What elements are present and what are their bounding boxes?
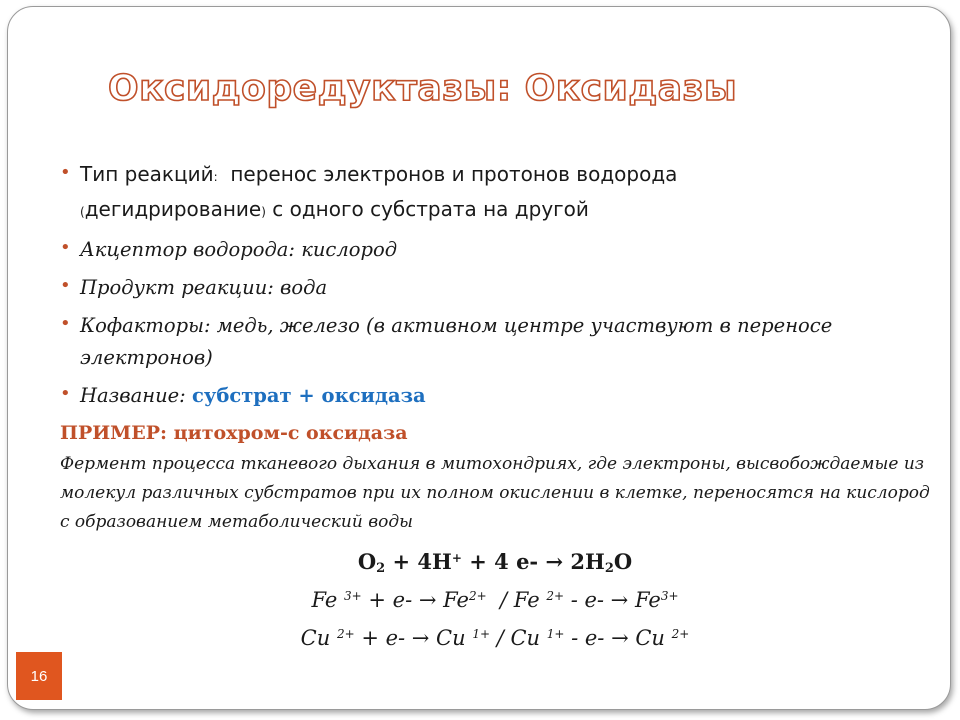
eq2-part: + e- → Fe [361,588,469,612]
eq2-part: - e- → Fe [564,588,661,612]
eq1-part: + 4H [385,549,452,574]
eq3-sup: 2+ [671,627,690,641]
eq3-sup: 1+ [546,627,565,641]
eq1-sub: 2 [376,561,386,576]
example-description: Фермент процесса тканевого дыхания в митохондриях, где электроны, высвобождаемые из молекул различных субстратов при их полном окислении в клетке, переносятся на кислород с образованием метаболический воды [60,454,930,532]
bullet-name [60,380,930,412]
equation-iron [60,581,930,619]
eq1-sub: 2 [604,561,614,576]
reaction-type-tail: с одного субстрата на другой [272,197,589,221]
eq2-sup: 3+ [344,589,362,603]
eq1-part: O [357,549,377,574]
eq3-part: Cu [300,626,337,650]
eq1-part: + 4 e- → 2H [461,549,605,574]
example-heading: ПРИМЕР: цитохром-с оксидаза [60,422,408,444]
name-value: субстрат + оксидаза [191,384,426,407]
reaction-type-text: перенос электронов и протонов водорода [230,162,678,186]
eq2-sup: 2+ [468,589,487,603]
slide-title: Оксидоредуктазы: Оксидазы [108,68,738,109]
name-label: Название: [80,384,186,407]
eq3-part: + e- → Cu [354,626,473,650]
bullet-hydrogen-acceptor: • Акцептор водорода: кислород [60,234,930,266]
paren-close: ) [261,205,266,219]
paren-open: ( [80,205,85,219]
eq2-sup: 3+ [660,589,679,603]
eq3-sup: 1+ [472,627,491,641]
eq3-sup: 2+ [336,627,355,641]
equation-oxygen [60,543,930,581]
reaction-type-colon: : [213,170,218,184]
eq3-part: / Cu [490,626,547,650]
bullet-reaction-product: • Продукт реакции: вода [60,272,930,304]
reaction-type-label: Тип реакций [80,162,214,186]
bullet-cofactors: • Кофакторы: медь, железо (в активном центре участвуют в переносе электронов) [60,310,930,374]
bullet-reaction-type [60,158,930,228]
slide-content [60,158,930,657]
eq2-part: Fe [311,588,344,612]
paren-word: дегидрирование [84,197,262,221]
eq3-part: - e- → Cu [564,626,672,650]
eq1-part: O [613,549,633,574]
eq2-sup: 2+ [546,589,565,603]
eq2-part: / Fe [486,588,547,612]
slide-number-badge: 16 [16,652,62,700]
equation-copper [60,619,930,657]
eq1-sup: + [451,551,462,565]
